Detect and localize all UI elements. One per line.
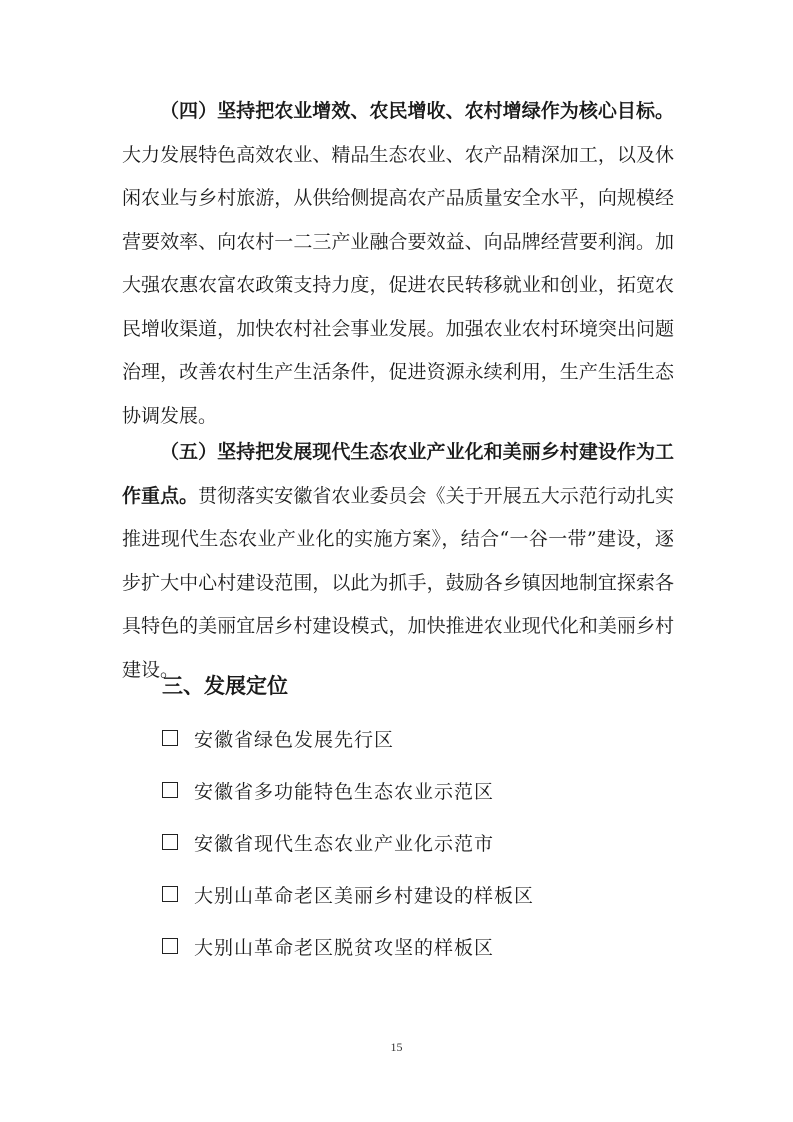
checklist-item: [162, 920, 534, 972]
checklist-item: [162, 868, 534, 920]
checkbox-icon: [162, 886, 178, 902]
checklist-item-label: 大别山革命老区脱贫攻坚的样板区: [194, 936, 495, 959]
section-heading: 三、发展定位: [162, 674, 288, 698]
checklist-item-label: 安徽省多功能特色生态农业示范区: [194, 780, 495, 803]
paragraph-lead-heading: （五）坚持把发展现代生态农业产业化和美丽乡村建设作为工作重点。: [122, 441, 674, 507]
checklist-item-label: 安徽省现代生态农业产业化示范市: [194, 832, 495, 855]
checklist-item: [162, 712, 534, 764]
checklist-item-label: 大别山革命老区美丽乡村建设的样板区: [194, 884, 535, 907]
positioning-checklist: [162, 712, 534, 972]
paragraph-lead-heading: （四）坚持把农业增效、农民增收、农村增绿作为核心目标。: [160, 100, 674, 122]
paragraph-core-goals: [122, 90, 674, 438]
checkbox-icon: [162, 782, 178, 798]
paragraph-key-work: [122, 431, 674, 692]
paragraph-body-text: 大力发展特色高效农业、精品生态农业、农产品精深加工，以及休闲农业与乡村旅游，从供给侧提高农产品质量安全水平，向规模经营要效率、向农村一二三产业融合要效益、向品牌经营要利润。加大强农惠农富农政策支持力度，促进农民转移就业和创业，拓宽农民增收渠道，加快农村社会事业发展。加强农业农村环境突出问题治理，改善农村生产生活条件，促进资源永续利用，生产生活生态协调发展。: [122, 143, 674, 427]
page-number: 15: [390, 1040, 403, 1054]
checkbox-icon: [162, 938, 178, 954]
checkbox-icon: [162, 834, 178, 850]
checklist-item: [162, 764, 534, 816]
checkbox-icon: [162, 730, 178, 746]
checklist-item-label: 安徽省绿色发展先行区: [194, 728, 395, 751]
checklist-item: [162, 816, 534, 868]
paragraph-body-text: 贯彻落实安徽省农业委员会《关于开展五大示范行动扎实推进现代生态农业产业化的实施方案》，结合“一谷一带”建设，逐步扩大中心村建设范围，以此为抓手，鼓励各乡镇因地制宜探索各具特色的美丽宜居乡村建设模式，加快推进农业现代化和美丽乡村建设。: [122, 484, 674, 681]
